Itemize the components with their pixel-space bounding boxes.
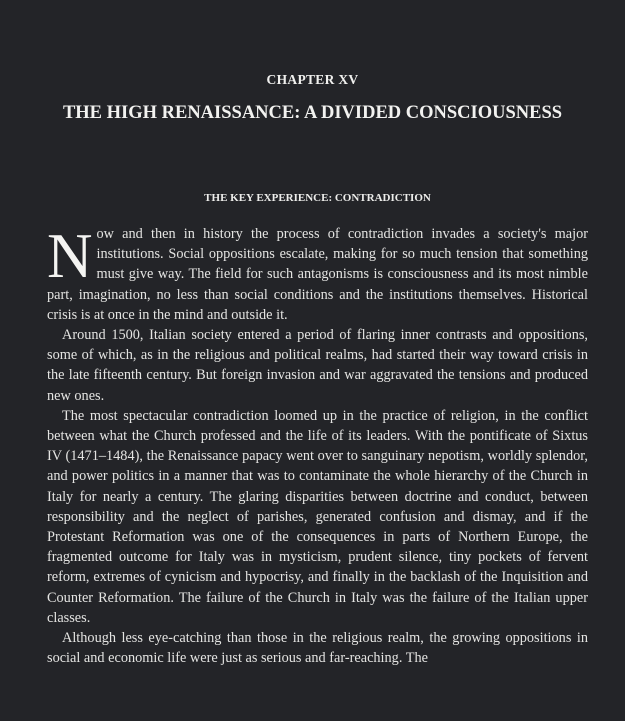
drop-cap: N — [47, 221, 93, 291]
paragraph-2: Around 1500, Italian society entered a period of flaring inner contrasts and oppositions, some of which, as in the religious and political realms, had started their way toward crisis in the late fifteenth century. But foreign invasion and war aggravated the tensions and produced new ones. — [47, 327, 588, 404]
paragraph-4: Although less eye-catching than those in the religious realm, the growing oppositions in social and economic life were just as serious and far-reaching. The — [47, 630, 588, 667]
chapter-title: THE HIGH RENAISSANCE: A DIVIDED CONSCIOUSNESS — [62, 103, 563, 123]
section-heading: THE KEY EXPERIENCE: CONTRADICTION — [204, 192, 431, 204]
paragraph-1 — [47, 221, 588, 325]
paragraph-3: The most spectacular contradiction loomed up in the practice of religion, in the conflict between what the Church professed and the life of its leaders. With the pontificate of Sixtus IV (1471–1484), the Renaissance papacy went over to sanguinary nepotism, worldly splendor, and power politics in a manner that was to contaminate the whole hierarchy of the Church in Italy for nearly a century. The glaring disparities between doctrine and conduct, between responsibility and the neglect of parishes, generated confusion and dismay, and if the Protestant Reformation was one of the consequences in parts of Northern Europe, the fragmented outcome for Italy was in mysticism, prudent silence, tiny pockets of fervent reform, extremes of cynicism and hypocrisy, and finally in the backlash of the Inquisition and Counter Reformation. The failure of the Church in Italy was the failure of the Italian upper classes. — [47, 407, 588, 626]
paragraph-1-text: ow and then in history the process of contradiction invades a society's major institutions. Social oppositions escalate, making for so much tension that something must give way. The field for such antagonisms is consciousness and its most nimble part, imagination, no less than social conditions and the institutions themselves. Historical crisis is at once in the mind and outside it. — [47, 226, 588, 323]
body-text — [47, 221, 588, 668]
chapter-label: CHAPTER XV — [266, 72, 359, 87]
